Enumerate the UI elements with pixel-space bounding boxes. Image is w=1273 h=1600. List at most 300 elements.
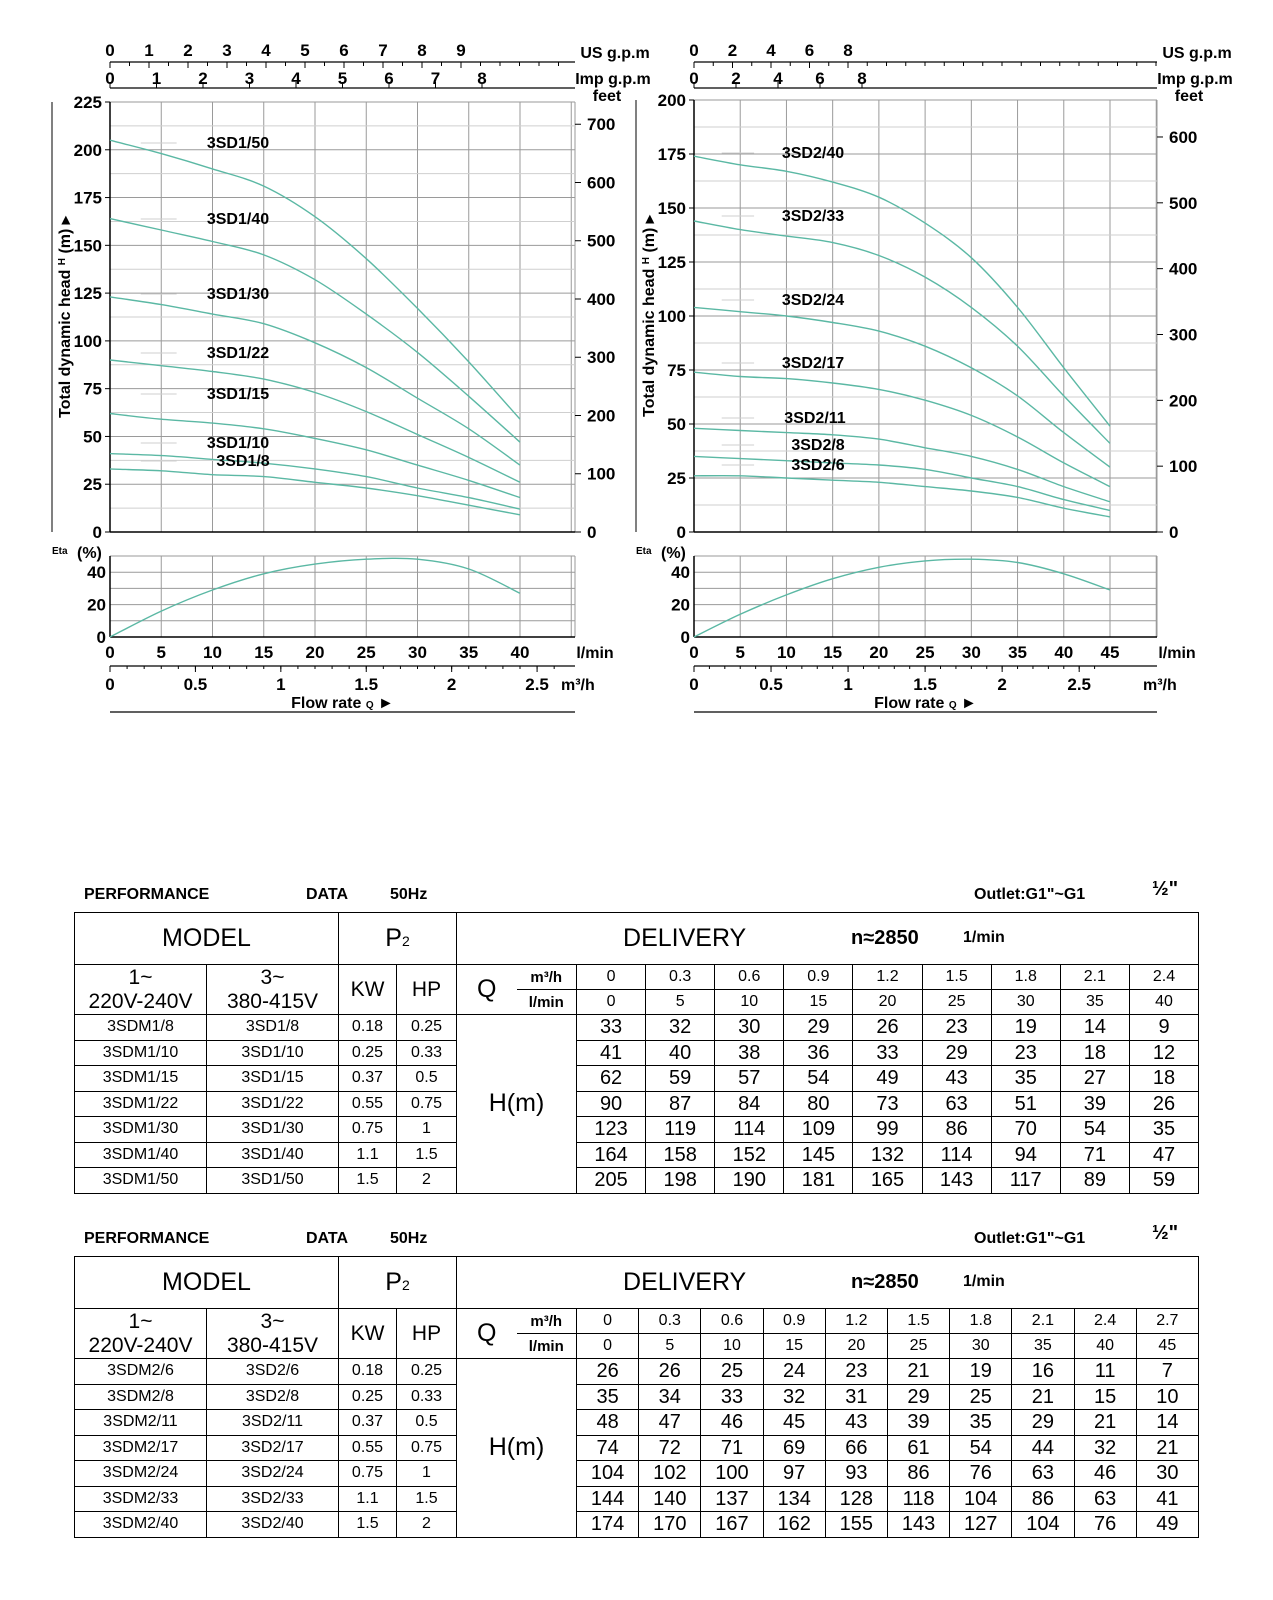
q-lmin-value: 5 xyxy=(646,990,715,1015)
head-value: 134 xyxy=(763,1486,825,1512)
head-value: 40 xyxy=(646,1040,715,1066)
head-value: 14 xyxy=(1060,1015,1129,1041)
model-3-phase: 3SD1/40 xyxy=(207,1142,339,1168)
head-value: 54 xyxy=(1060,1117,1129,1143)
eff-tick-label: 20 xyxy=(671,595,690,615)
q-lmin-value: 10 xyxy=(715,990,784,1015)
q-m3h-value: 2.7 xyxy=(1136,1309,1198,1334)
performance-header xyxy=(74,878,1198,912)
head-value: 104 xyxy=(1012,1512,1074,1538)
y-tick-label: 175 xyxy=(657,145,686,164)
x-m3h-tick-label: 2 xyxy=(997,675,1007,694)
y-tick-label: 50 xyxy=(667,415,686,434)
q-m3h-value: 1.2 xyxy=(853,965,922,990)
phase-1-header: 1~ xyxy=(75,965,207,990)
power-hp: 1.5 xyxy=(397,1486,457,1512)
performance-charts xyxy=(0,0,1273,740)
voltage-1-header: 220V-240V xyxy=(75,990,207,1015)
power-kw: 0.55 xyxy=(339,1435,397,1461)
q-m3h-value: 0.6 xyxy=(715,965,784,990)
head-value: 132 xyxy=(853,1142,922,1168)
head-value: 21 xyxy=(1012,1384,1074,1410)
frequency-label: 50Hz xyxy=(390,886,428,903)
head-value: 23 xyxy=(825,1359,887,1385)
delivery-label: DELIVERY xyxy=(623,923,747,952)
speed-unit: 1/min xyxy=(963,928,1005,946)
imp-gpm-tick-label: 4 xyxy=(773,69,783,88)
us-gpm-tick-label: 2 xyxy=(727,41,738,60)
head-value: 118 xyxy=(887,1486,949,1512)
head-value: 44 xyxy=(1012,1435,1074,1461)
us-gpm-label: US g.p.m xyxy=(1162,45,1232,62)
x-axis-arrow: ► xyxy=(956,695,977,712)
q-lmin-value: 25 xyxy=(887,1334,949,1359)
head-value: 10 xyxy=(1136,1384,1198,1410)
q-lmin-value: 20 xyxy=(825,1334,887,1359)
outlet-label: Outlet:G1"~G1 xyxy=(974,1230,1086,1247)
head-value: 162 xyxy=(763,1512,825,1538)
us-gpm-tick-label: 0 xyxy=(105,41,115,60)
imp-gpm-label: Imp g.p.m xyxy=(1157,71,1233,88)
head-value: 94 xyxy=(991,1142,1060,1168)
x-axis-label-text: Flow rate xyxy=(874,695,949,712)
x-lmin-tick-label: 20 xyxy=(869,643,889,662)
power-kw: 0.55 xyxy=(339,1091,397,1117)
q-lmin-value: 20 xyxy=(853,990,922,1015)
q-unit-lmin: l/min xyxy=(517,990,577,1015)
imp-gpm-tick-label: 3 xyxy=(244,69,255,88)
us-gpm-tick-label: 9 xyxy=(456,41,466,60)
head-value: 90 xyxy=(577,1091,646,1117)
us-gpm-label: US g.p.m xyxy=(580,45,650,62)
x-axis-symbol: Q xyxy=(365,700,374,711)
power-kw: 0.18 xyxy=(339,1015,397,1041)
feet-tick-label: 100 xyxy=(587,464,616,484)
curve-3sd2-33 xyxy=(694,221,1110,443)
head-value: 41 xyxy=(577,1040,646,1066)
head-value: 19 xyxy=(991,1015,1060,1041)
head-value: 205 xyxy=(577,1168,646,1194)
y-tick-label: 0 xyxy=(676,523,686,542)
performance-table xyxy=(74,1256,1199,1538)
model-3-phase: 3SD2/17 xyxy=(207,1435,339,1461)
model-1-phase: 3SDM2/8 xyxy=(75,1384,207,1410)
feet-tick-label: 400 xyxy=(1169,259,1198,279)
head-value: 27 xyxy=(1060,1066,1129,1092)
q-header: Q xyxy=(457,1309,517,1359)
head-value: 30 xyxy=(1136,1461,1198,1487)
series-label: 3SD1/10 xyxy=(206,435,270,452)
head-value: 34 xyxy=(639,1384,701,1410)
power-kw: 0.37 xyxy=(339,1066,397,1092)
model-3-phase: 3SD2/40 xyxy=(207,1512,339,1538)
series-label: 3SD2/24 xyxy=(781,292,845,309)
head-value: 49 xyxy=(853,1066,922,1092)
x-m3h-tick-label: 2.5 xyxy=(525,675,549,694)
head-value: 51 xyxy=(991,1091,1060,1117)
us-gpm-tick-label: 7 xyxy=(378,41,388,60)
head-value: 84 xyxy=(715,1091,784,1117)
imp-gpm-tick-label: 2 xyxy=(198,69,208,88)
head-value: 137 xyxy=(701,1486,763,1512)
series-label: 3SD2/33 xyxy=(781,208,845,225)
y-tick-label: 150 xyxy=(73,236,102,256)
x-axis-label-text: Flow rate xyxy=(291,695,366,712)
head-value: 170 xyxy=(639,1512,701,1538)
head-value: 104 xyxy=(577,1461,639,1487)
head-value: 47 xyxy=(639,1410,701,1436)
head-value: 29 xyxy=(1012,1410,1074,1436)
head-value: 36 xyxy=(784,1040,853,1066)
head-value: 61 xyxy=(887,1435,949,1461)
table-row xyxy=(75,1117,1199,1143)
y-tick-label: 125 xyxy=(73,284,102,304)
x-lmin-tick-label: 45 xyxy=(1100,643,1120,662)
delivery-box xyxy=(457,1258,1198,1308)
series-label: 3SD1/50 xyxy=(206,135,270,152)
head-value: 89 xyxy=(1060,1168,1129,1194)
head-value: 7 xyxy=(1136,1359,1198,1385)
head-value: 23 xyxy=(922,1015,991,1041)
y-tick-label: 125 xyxy=(657,253,686,272)
y-tick-label: 150 xyxy=(657,199,686,218)
us-gpm-tick-label: 8 xyxy=(417,41,427,60)
head-value: 145 xyxy=(784,1142,853,1168)
head-value: 46 xyxy=(701,1410,763,1436)
head-value: 38 xyxy=(715,1040,784,1066)
q-m3h-value: 0 xyxy=(577,1309,639,1334)
q-lmin-value: 30 xyxy=(950,1334,1012,1359)
head-value: 14 xyxy=(1136,1410,1198,1436)
q-m3h-value: 0 xyxy=(577,965,646,990)
eff-tick-label: 0 xyxy=(96,628,106,647)
series-label: 3SD2/11 xyxy=(784,410,846,427)
q-m3h-value: 1.5 xyxy=(922,965,991,990)
head-label: H(m) xyxy=(457,1015,577,1194)
p2-header xyxy=(339,1257,457,1309)
feet-tick-label: 600 xyxy=(587,173,616,193)
head-value: 119 xyxy=(646,1117,715,1143)
table-row xyxy=(75,1040,1199,1066)
y-tick-label: 200 xyxy=(657,91,686,110)
frequency-label: 50Hz xyxy=(390,1230,428,1247)
model-3-phase: 3SD1/15 xyxy=(207,1066,339,1092)
imp-gpm-tick-label: 6 xyxy=(384,69,394,88)
y-axis-label xyxy=(641,214,658,417)
q-lmin-value: 35 xyxy=(1060,990,1129,1015)
x-lmin-tick-label: 35 xyxy=(1008,643,1028,662)
x-m3h-tick-label: 1.5 xyxy=(354,675,379,694)
head-value: 123 xyxy=(577,1117,646,1143)
us-gpm-tick-label: 4 xyxy=(261,41,271,60)
outlet-label: Outlet:G1"~G1 xyxy=(974,886,1086,903)
head-value: 26 xyxy=(1129,1091,1198,1117)
x-m3h-tick-label: 2.5 xyxy=(1067,675,1092,694)
model-header: MODEL xyxy=(75,913,339,965)
q-m3h-value: 2.1 xyxy=(1012,1309,1074,1334)
table-row xyxy=(75,1410,1199,1436)
speed-unit: 1/min xyxy=(963,1272,1005,1290)
us-gpm-tick-label: 6 xyxy=(339,41,349,60)
q-lmin-value: 5 xyxy=(639,1334,701,1359)
head-value: 59 xyxy=(1129,1168,1198,1194)
model-3-phase: 3SD1/30 xyxy=(207,1117,339,1143)
model-1-phase: 3SDM2/11 xyxy=(75,1410,207,1436)
table-row xyxy=(75,1512,1199,1538)
power-hp: 2 xyxy=(397,1512,457,1538)
y-tick-label: 75 xyxy=(83,379,102,399)
curve-3sd2-6 xyxy=(694,476,1110,517)
us-gpm-tick-label: 1 xyxy=(144,41,154,60)
y-axis-unit: (m) ▸ xyxy=(641,215,658,257)
series-label: 3SD2/6 xyxy=(791,457,845,474)
q-lmin-value: 35 xyxy=(1012,1334,1074,1359)
head-value: 86 xyxy=(1012,1486,1074,1512)
feet-tick-label: 300 xyxy=(1169,325,1198,345)
imp-gpm-tick-label: 0 xyxy=(105,69,115,88)
head-value: 31 xyxy=(825,1384,887,1410)
y-tick-label: 100 xyxy=(657,307,686,326)
x-m3h-label: m³/h xyxy=(1143,677,1177,694)
speed-label: n≈2850 xyxy=(851,1270,919,1293)
data-label: DATA xyxy=(306,886,349,903)
head-value: 26 xyxy=(853,1015,922,1041)
head-value: 32 xyxy=(763,1384,825,1410)
curve-3sd2-40 xyxy=(694,156,1110,426)
model-3-phase: 3SD1/50 xyxy=(207,1168,339,1194)
head-value: 74 xyxy=(577,1435,639,1461)
efficiency-curve xyxy=(694,559,1110,637)
head-value: 99 xyxy=(853,1117,922,1143)
model-3-phase: 3SD2/33 xyxy=(207,1486,339,1512)
series-label: 3SD1/8 xyxy=(216,453,270,470)
head-value: 24 xyxy=(763,1359,825,1385)
imp-gpm-tick-label: 1 xyxy=(151,69,162,88)
head-value: 66 xyxy=(825,1435,887,1461)
phase-3-header: 3~ xyxy=(207,965,339,990)
performance-header xyxy=(74,1222,1198,1256)
q-lmin-value: 0 xyxy=(577,990,646,1015)
head-value: 76 xyxy=(1074,1512,1136,1538)
head-value: 174 xyxy=(577,1512,639,1538)
imp-gpm-tick-label: 8 xyxy=(857,69,867,88)
x-m3h-tick-label: 0.5 xyxy=(183,675,208,694)
table-row xyxy=(75,1142,1199,1168)
head-value: 16 xyxy=(1012,1359,1074,1385)
q-lmin-value: 10 xyxy=(701,1334,763,1359)
head-value: 69 xyxy=(763,1435,825,1461)
head-value: 47 xyxy=(1129,1142,1198,1168)
model-3-phase: 3SD1/22 xyxy=(207,1091,339,1117)
head-value: 35 xyxy=(1129,1117,1198,1143)
head-value: 33 xyxy=(853,1040,922,1066)
head-value: 144 xyxy=(577,1486,639,1512)
feet-tick-label: 100 xyxy=(1169,457,1198,477)
head-value: 109 xyxy=(784,1117,853,1143)
head-value: 63 xyxy=(1012,1461,1074,1487)
delivery-box xyxy=(457,914,1198,964)
model-3-phase: 3SD2/11 xyxy=(207,1410,339,1436)
performance-table-3sd2 xyxy=(74,1222,1198,1538)
q-lmin-value: 30 xyxy=(991,990,1060,1015)
x-lmin-label: l/min xyxy=(1158,645,1196,662)
q-lmin-value: 0 xyxy=(577,1334,639,1359)
head-value: 164 xyxy=(577,1142,646,1168)
feet-label: feet xyxy=(592,88,622,105)
feet-label: feet xyxy=(1174,88,1204,105)
us-gpm-tick-label: 4 xyxy=(766,41,776,60)
power-kw: 0.37 xyxy=(339,1410,397,1436)
q-m3h-value: 0.3 xyxy=(639,1309,701,1334)
head-value: 12 xyxy=(1129,1040,1198,1066)
series-label: 3SD2/8 xyxy=(791,437,845,454)
head-value: 190 xyxy=(715,1168,784,1194)
head-value: 63 xyxy=(1074,1486,1136,1512)
p2-subscript: 2 xyxy=(401,933,410,949)
head-value: 25 xyxy=(950,1384,1012,1410)
head-value: 29 xyxy=(922,1040,991,1066)
header-row xyxy=(75,913,1199,965)
head-value: 26 xyxy=(639,1359,701,1385)
curve-3sd2-8 xyxy=(694,456,1110,510)
power-hp: 2 xyxy=(397,1168,457,1194)
head-value: 21 xyxy=(1136,1435,1198,1461)
head-value: 35 xyxy=(577,1384,639,1410)
x-lmin-tick-label: 5 xyxy=(156,643,166,662)
x-m3h-tick-label: 0.5 xyxy=(759,675,783,694)
power-kw: 1.1 xyxy=(339,1142,397,1168)
head-value: 59 xyxy=(646,1066,715,1092)
q-m3h-value: 1.2 xyxy=(825,1309,887,1334)
head-value: 104 xyxy=(950,1486,1012,1512)
model-1-phase: 3SDM2/6 xyxy=(75,1359,207,1385)
y-axis-label xyxy=(57,215,74,418)
head-value: 41 xyxy=(1136,1486,1198,1512)
x-m3h-tick-label: 1.5 xyxy=(913,675,937,694)
feet-tick-label: 0 xyxy=(1169,523,1179,542)
x-axis-symbol: Q xyxy=(948,700,957,711)
head-value: 33 xyxy=(701,1384,763,1410)
model-1-phase: 3SDM1/10 xyxy=(75,1040,207,1066)
x-m3h-tick-label: 0 xyxy=(689,675,699,694)
head-value: 32 xyxy=(646,1015,715,1041)
model-1-phase: 3SDM2/33 xyxy=(75,1486,207,1512)
head-value: 87 xyxy=(646,1091,715,1117)
head-value: 11 xyxy=(1074,1359,1136,1385)
x-axis-label xyxy=(291,695,394,712)
performance-table xyxy=(74,912,1199,1194)
x-lmin-tick-label: 25 xyxy=(915,643,935,662)
head-value: 152 xyxy=(715,1142,784,1168)
table-row xyxy=(75,1066,1199,1092)
power-hp: 0.25 xyxy=(397,1359,457,1385)
power-kw: 1.1 xyxy=(339,1486,397,1512)
power-kw: 0.18 xyxy=(339,1359,397,1385)
imp-gpm-label: Imp g.p.m xyxy=(575,71,651,88)
q-m3h-row xyxy=(75,1309,1199,1334)
head-value: 54 xyxy=(784,1066,853,1092)
head-value: 155 xyxy=(825,1512,887,1538)
kw-header: KW xyxy=(339,965,397,1015)
performance-label: PERFORMANCE xyxy=(84,1230,210,1247)
model-1-phase: 3SDM1/22 xyxy=(75,1091,207,1117)
imp-gpm-tick-label: 5 xyxy=(337,69,348,88)
head-value: 181 xyxy=(784,1168,853,1194)
head-value: 70 xyxy=(991,1117,1060,1143)
model-1-phase: 3SDM2/40 xyxy=(75,1512,207,1538)
x-lmin-tick-label: 5 xyxy=(735,643,745,662)
series-label: 3SD1/15 xyxy=(206,386,270,403)
model-3-phase: 3SD1/10 xyxy=(207,1040,339,1066)
power-kw: 1.5 xyxy=(339,1512,397,1538)
header-row xyxy=(75,1257,1199,1309)
head-value: 80 xyxy=(784,1091,853,1117)
imp-gpm-tick-label: 4 xyxy=(291,69,301,88)
us-gpm-tick-label: 5 xyxy=(300,41,310,60)
feet-tick-label: 400 xyxy=(587,289,616,309)
pump-curve-chart-1 xyxy=(52,41,651,712)
q-m3h-value: 1.5 xyxy=(887,1309,949,1334)
eta-label: Eta xyxy=(636,546,652,557)
x-lmin-tick-label: 40 xyxy=(1054,643,1074,662)
table-row xyxy=(75,1384,1199,1410)
x-lmin-label: l/min xyxy=(576,645,614,662)
model-1-phase: 3SDM2/17 xyxy=(75,1435,207,1461)
delivery-header xyxy=(457,1257,1199,1309)
feet-tick-label: 500 xyxy=(587,231,616,251)
q-m3h-value: 0.3 xyxy=(646,965,715,990)
head-value: 43 xyxy=(922,1066,991,1092)
power-kw: 0.25 xyxy=(339,1040,397,1066)
head-value: 167 xyxy=(701,1512,763,1538)
model-3-phase: 3SD2/24 xyxy=(207,1461,339,1487)
head-value: 165 xyxy=(853,1168,922,1194)
head-value: 93 xyxy=(825,1461,887,1487)
head-value: 9 xyxy=(1129,1015,1198,1041)
feet-tick-label: 700 xyxy=(587,115,616,135)
x-lmin-tick-label: 0 xyxy=(689,643,699,662)
head-value: 39 xyxy=(1060,1091,1129,1117)
imp-gpm-tick-label: 6 xyxy=(815,69,825,88)
model-3-phase: 3SD1/8 xyxy=(207,1015,339,1041)
head-value: 18 xyxy=(1060,1040,1129,1066)
x-m3h-tick-label: 2 xyxy=(446,675,457,694)
power-hp: 0.75 xyxy=(397,1435,457,1461)
phase-1-header: 1~ xyxy=(75,1309,207,1334)
x-m3h-tick-label: 1 xyxy=(843,675,853,694)
table-row xyxy=(75,1435,1199,1461)
voltage-1-header: 220V-240V xyxy=(75,1334,207,1359)
head-value: 26 xyxy=(577,1359,639,1385)
p2-text: P xyxy=(385,1268,402,1296)
head-value: 128 xyxy=(825,1486,887,1512)
y-axis-label-text: Total dynamic head xyxy=(641,264,658,417)
us-gpm-tick-label: 0 xyxy=(689,41,699,60)
eff-tick-label: 40 xyxy=(671,563,690,583)
y-axis-unit: (m) ▸ xyxy=(57,216,74,258)
q-m3h-value: 1.8 xyxy=(950,1309,1012,1334)
head-value: 114 xyxy=(922,1142,991,1168)
outlet-fraction: ½" xyxy=(1152,1222,1179,1244)
power-hp: 0.33 xyxy=(397,1384,457,1410)
imp-gpm-tick-label: 2 xyxy=(731,69,741,88)
x-m3h-tick-label: 1 xyxy=(276,675,286,694)
model-1-phase: 3SDM1/8 xyxy=(75,1015,207,1041)
power-hp: 0.5 xyxy=(397,1066,457,1092)
head-value: 21 xyxy=(1074,1410,1136,1436)
table-row xyxy=(75,1168,1199,1194)
q-m3h-value: 0.9 xyxy=(763,1309,825,1334)
